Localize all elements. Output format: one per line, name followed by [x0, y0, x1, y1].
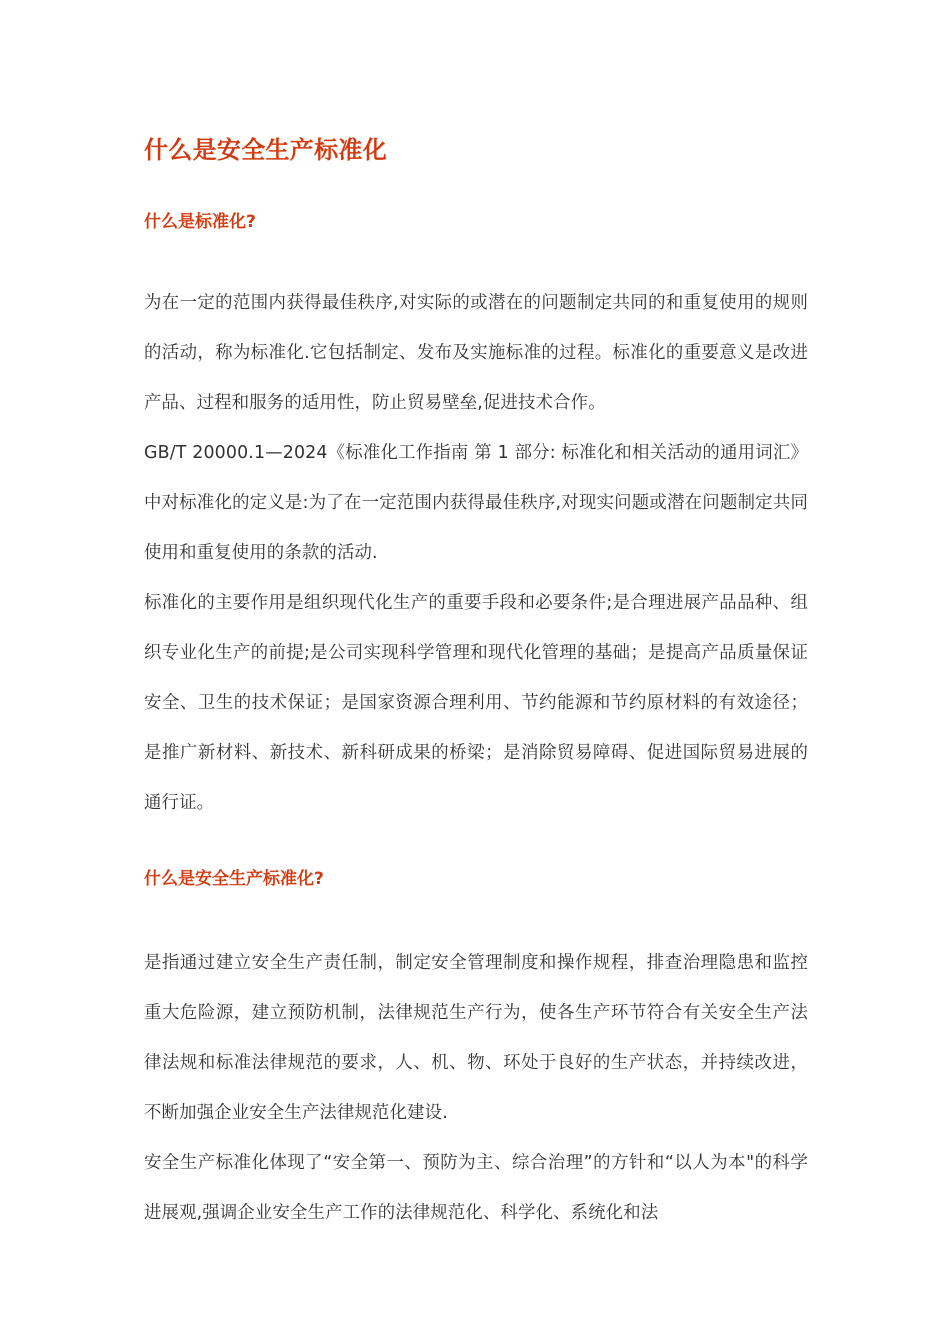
paragraph-gbt-definition: GB/T 20000.1—2024《标准化工作指南 第 1 部分: 标准化和相关活动的通用词汇》中对标准化的定义是:为了在一定范围内获得最佳秩序,对现实问题或潜在问题制定共同使用和重复使用的条款的活动. [144, 443, 808, 563]
paragraph-safety-standardization-principle: 安全生产标准化体现了“安全第一、预防为主、综合治理”的方针和“以人为本"的科学进展观,强调企业安全生产工作的法律规范化、科学化、系统化和法 [144, 1153, 808, 1223]
section-heading-what-is-safety-standardization: 什么是安全生产标准化? [144, 869, 324, 889]
document-body [144, 130, 808, 1238]
paragraph-standardization-role: 标准化的主要作用是组织现代化生产的重要手段和必要条件;是合理进展产品品种、组织专业化生产的前提;是公司实现科学管理和现代化管理的基础；是提高产品质量保证安全、卫生的技术保证；是国家资源合理利用、节约能源和节约原材料的有效途径；是推广新材料、新技术、新科研成果的桥梁；是消除贸易障碍、促进国际贸易进展的通行证。 [144, 593, 808, 813]
paragraph-standardization-definition: 为在一定的范围内获得最佳秩序,对实际的或潜在的问题制定共同的和重复使用的规则的活动，称为标准化.它包括制定、发布及实施标准的过程。标准化的重要意义是改进产品、过程和服务的适用性，防止贸易壁垒,促进技术合作。 [144, 293, 808, 413]
paragraph-safety-standardization-definition: 是指通过建立安全生产责任制，制定安全管理制度和操作规程，排查治理隐患和监控重大危险源，建立预防机制，法律规范生产行为，使各生产环节符合有关安全生产法律法规和标准法律规范的要求，人、机、物、环处于良好的生产状态，并持续改进，不断加强企业安全生产法律规范化建设. [144, 953, 808, 1123]
document-title: 什么是安全生产标准化 [144, 136, 387, 164]
section-heading-what-is-standardization: 什么是标准化? [144, 212, 256, 232]
